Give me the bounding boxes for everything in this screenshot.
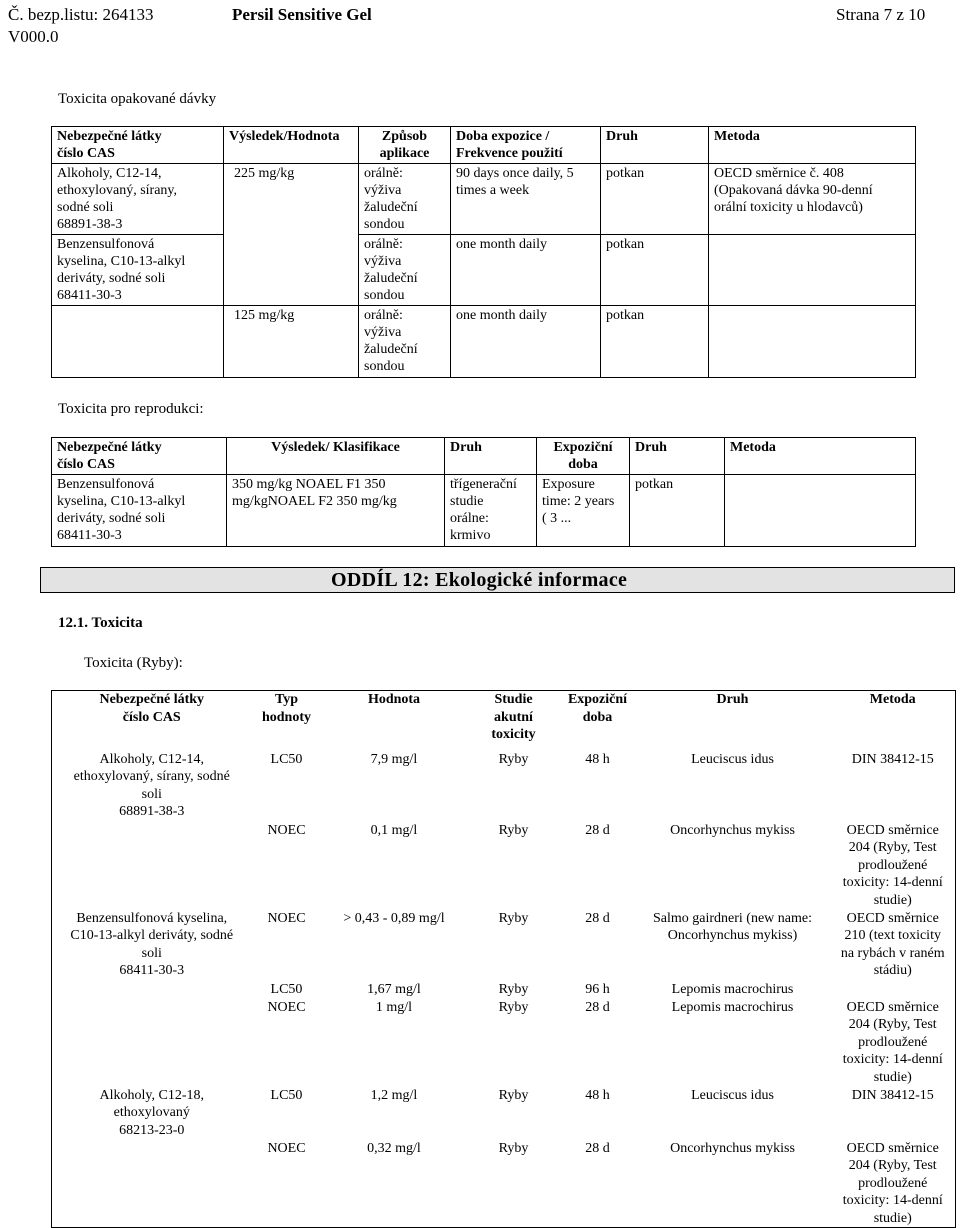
cell-study: Ryby	[498, 1140, 529, 1156]
cell-value: 1,67 mg/l	[367, 981, 421, 997]
cell-species: Lepomis macrochirus	[671, 981, 794, 997]
cell-type: NOEC	[267, 822, 306, 838]
cell-exposure: 28 d	[585, 1140, 610, 1156]
col-exposure: Expoziční doba	[567, 692, 628, 725]
cell-substance	[52, 822, 252, 910]
cell-study: Ryby	[498, 999, 529, 1015]
cell-method: OECD směrnice č. 408 (Opakovaná dávka 90-denní orální toxicity u hlodavců)	[709, 164, 916, 235]
cell-type: LC50	[270, 981, 303, 997]
cell-exposure: 28 d	[585, 910, 610, 926]
table-header-row	[52, 691, 956, 751]
cell-substance	[52, 1140, 252, 1228]
cell-exposure: 96 h	[585, 981, 610, 997]
cell-value: > 0,43 - 0,89 mg/l	[343, 910, 445, 926]
cell-value	[224, 235, 359, 306]
table-row	[52, 475, 916, 547]
cell-method	[831, 981, 956, 999]
cell-method	[709, 306, 916, 378]
cell-method: OECD směrnice 204 (Ryby, Test prodloužené toxicity: 14-denní studie)	[842, 999, 943, 1085]
cell-value: 1 mg/l	[375, 999, 413, 1015]
cell-exposure: Exposure time: 2 years ( 3 ...	[537, 475, 630, 547]
table-row	[52, 235, 916, 306]
cell-substance: Benzensulfonová kyselina, C10-13-alkyl deriváty, sodné soli 68411-30-3	[70, 910, 234, 978]
cell-value: 0,32 mg/l	[367, 1140, 421, 1156]
table-row	[52, 164, 916, 235]
cell-species: Oncorhynchus mykiss	[670, 1140, 795, 1156]
cell-value: 125 mg/kg	[224, 306, 359, 378]
cell-species: potkan	[601, 235, 709, 306]
cell-value: 0,1 mg/l	[370, 822, 418, 838]
product-name: Persil Sensitive Gel	[232, 5, 372, 24]
table-row	[52, 981, 956, 999]
table-row	[52, 822, 956, 910]
cell-route: orálně: výživa žaludeční sondou	[359, 164, 451, 235]
table-header-row	[52, 438, 916, 475]
col-method: Metoda	[725, 438, 916, 475]
cell-method: DIN 38412-15	[851, 1087, 934, 1103]
cell-substance: Alkoholy, C12-18, ethoxylovaný 68213-23-0	[99, 1087, 204, 1138]
cell-exposure: 48 h	[585, 1087, 610, 1103]
cell-method	[709, 235, 916, 306]
col-type: Druh	[445, 438, 537, 475]
col-duration: Doba expozice / Frekvence použití	[451, 127, 601, 164]
cell-value: 1,2 mg/l	[370, 1087, 418, 1103]
cell-study: Ryby	[498, 910, 529, 926]
table-row	[52, 751, 956, 822]
cell-value: 225 mg/kg	[224, 164, 359, 235]
cell-study: Ryby	[498, 1087, 529, 1103]
fish-toxicity-title: Toxicita (Ryby):	[84, 655, 183, 671]
cell-substance: Alkoholy, C12-14, ethoxylovaný, sírany, sodné soli 68891-38-3	[52, 164, 224, 235]
cell-type: NOEC	[267, 999, 306, 1015]
cell-study: Ryby	[498, 822, 529, 838]
cell-duration: 90 days once daily, 5 times a week	[451, 164, 601, 235]
cell-study: Ryby	[498, 981, 529, 997]
col-substance: Nebezpečné látky číslo CAS	[52, 438, 227, 475]
cell-route: orálně: výživa žaludeční sondou	[359, 235, 451, 306]
section-12-band	[40, 567, 955, 593]
document-number: Č. bezp.listu: 264133	[8, 5, 154, 24]
reproduction-title: Toxicita pro reprodukci:	[58, 401, 204, 417]
cell-species: Salmo gairdneri (new name: Oncorhynchus mykiss)	[652, 910, 812, 943]
col-species: Druh	[601, 127, 709, 164]
col-result: Výsledek/ Klasifikace	[227, 438, 445, 475]
document-version: V000.0	[8, 27, 59, 46]
cell-substance: Benzensulfonová kyselina, C10-13-alkyl deriváty, sodné soli 68411-30-3	[52, 235, 224, 306]
col-value: Hodnota	[367, 692, 421, 707]
page-number: Strana 7 z 10	[836, 5, 926, 24]
cell-method	[725, 475, 916, 547]
cell-substance: Alkoholy, C12-14, ethoxylovaný, sírany, sodné soli 68891-38-3	[73, 751, 230, 819]
table-row	[52, 1140, 956, 1228]
col-method: Metoda	[709, 127, 916, 164]
cell-study: Ryby	[498, 751, 529, 767]
reproduction-table	[51, 437, 916, 547]
col-species: Druh	[716, 692, 749, 707]
repeated-dose-table	[51, 126, 916, 378]
section-12-title: ODDÍL 12: Ekologické informace	[331, 569, 628, 591]
cell-result: 350 mg/kg NOAEL F1 350 mg/kgNOAEL F2 350 mg/kg	[227, 475, 445, 547]
cell-value: 7,9 mg/l	[370, 751, 418, 767]
cell-species: potkan	[601, 306, 709, 378]
col-method: Metoda	[869, 692, 916, 707]
cell-substance	[52, 306, 224, 378]
cell-exposure: 48 h	[585, 751, 610, 767]
subsection-title: 12.1. Toxicita	[58, 615, 143, 631]
cell-substance: Benzensulfonová kyselina, C10-13-alkyl deriváty, sodné soli 68411-30-3	[52, 475, 227, 547]
col-substance: Nebezpečné látky číslo CAS	[52, 127, 224, 164]
cell-method: OECD směrnice 204 (Ryby, Test prodloužené toxicity: 14-denní studie)	[842, 1140, 943, 1226]
table-row	[52, 1087, 956, 1140]
cell-species: potkan	[601, 164, 709, 235]
cell-species: Leuciscus idus	[691, 751, 774, 767]
table-header-row	[52, 127, 916, 164]
cell-route: orálně: výživa žaludeční sondou	[359, 306, 451, 378]
cell-substance	[52, 999, 252, 1087]
cell-species: potkan	[630, 475, 725, 547]
cell-type: NOEC	[267, 1140, 306, 1156]
cell-exposure: 28 d	[585, 822, 610, 838]
col-route: Způsob aplikace	[359, 127, 451, 164]
table-row	[52, 910, 956, 981]
cell-duration: one month daily	[451, 306, 601, 378]
cell-type: třígenerační studie orálne: krmivo	[445, 475, 537, 547]
cell-species: Leuciscus idus	[691, 1087, 774, 1103]
col-study: Studie akutní toxicity	[491, 692, 536, 742]
fish-toxicity-table	[51, 690, 956, 1228]
cell-type: LC50	[270, 1087, 303, 1103]
cell-species: Oncorhynchus mykiss	[670, 822, 795, 838]
table-row	[52, 999, 956, 1087]
cell-type: LC50	[270, 751, 303, 767]
col-species: Druh	[630, 438, 725, 475]
col-exposure: Expoziční doba	[537, 438, 630, 475]
cell-type: NOEC	[267, 910, 306, 926]
cell-method: OECD směrnice 210 (text toxicity na rybách v raném stádiu)	[840, 910, 945, 978]
cell-duration: one month daily	[451, 235, 601, 306]
col-substance: Nebezpečné látky číslo CAS	[99, 692, 205, 725]
cell-method: DIN 38412-15	[851, 751, 934, 767]
col-type: Typ hodnoty	[261, 692, 312, 725]
cell-method: OECD směrnice 204 (Ryby, Test prodloužené toxicity: 14-denní studie)	[842, 822, 943, 908]
cell-substance	[52, 981, 252, 999]
cell-exposure: 28 d	[585, 999, 610, 1015]
repeated-dose-title: Toxicita opakované dávky	[58, 91, 217, 107]
table-row	[52, 306, 916, 378]
col-result: Výsledek/Hodnota	[224, 127, 359, 164]
cell-species: Lepomis macrochirus	[671, 999, 794, 1015]
